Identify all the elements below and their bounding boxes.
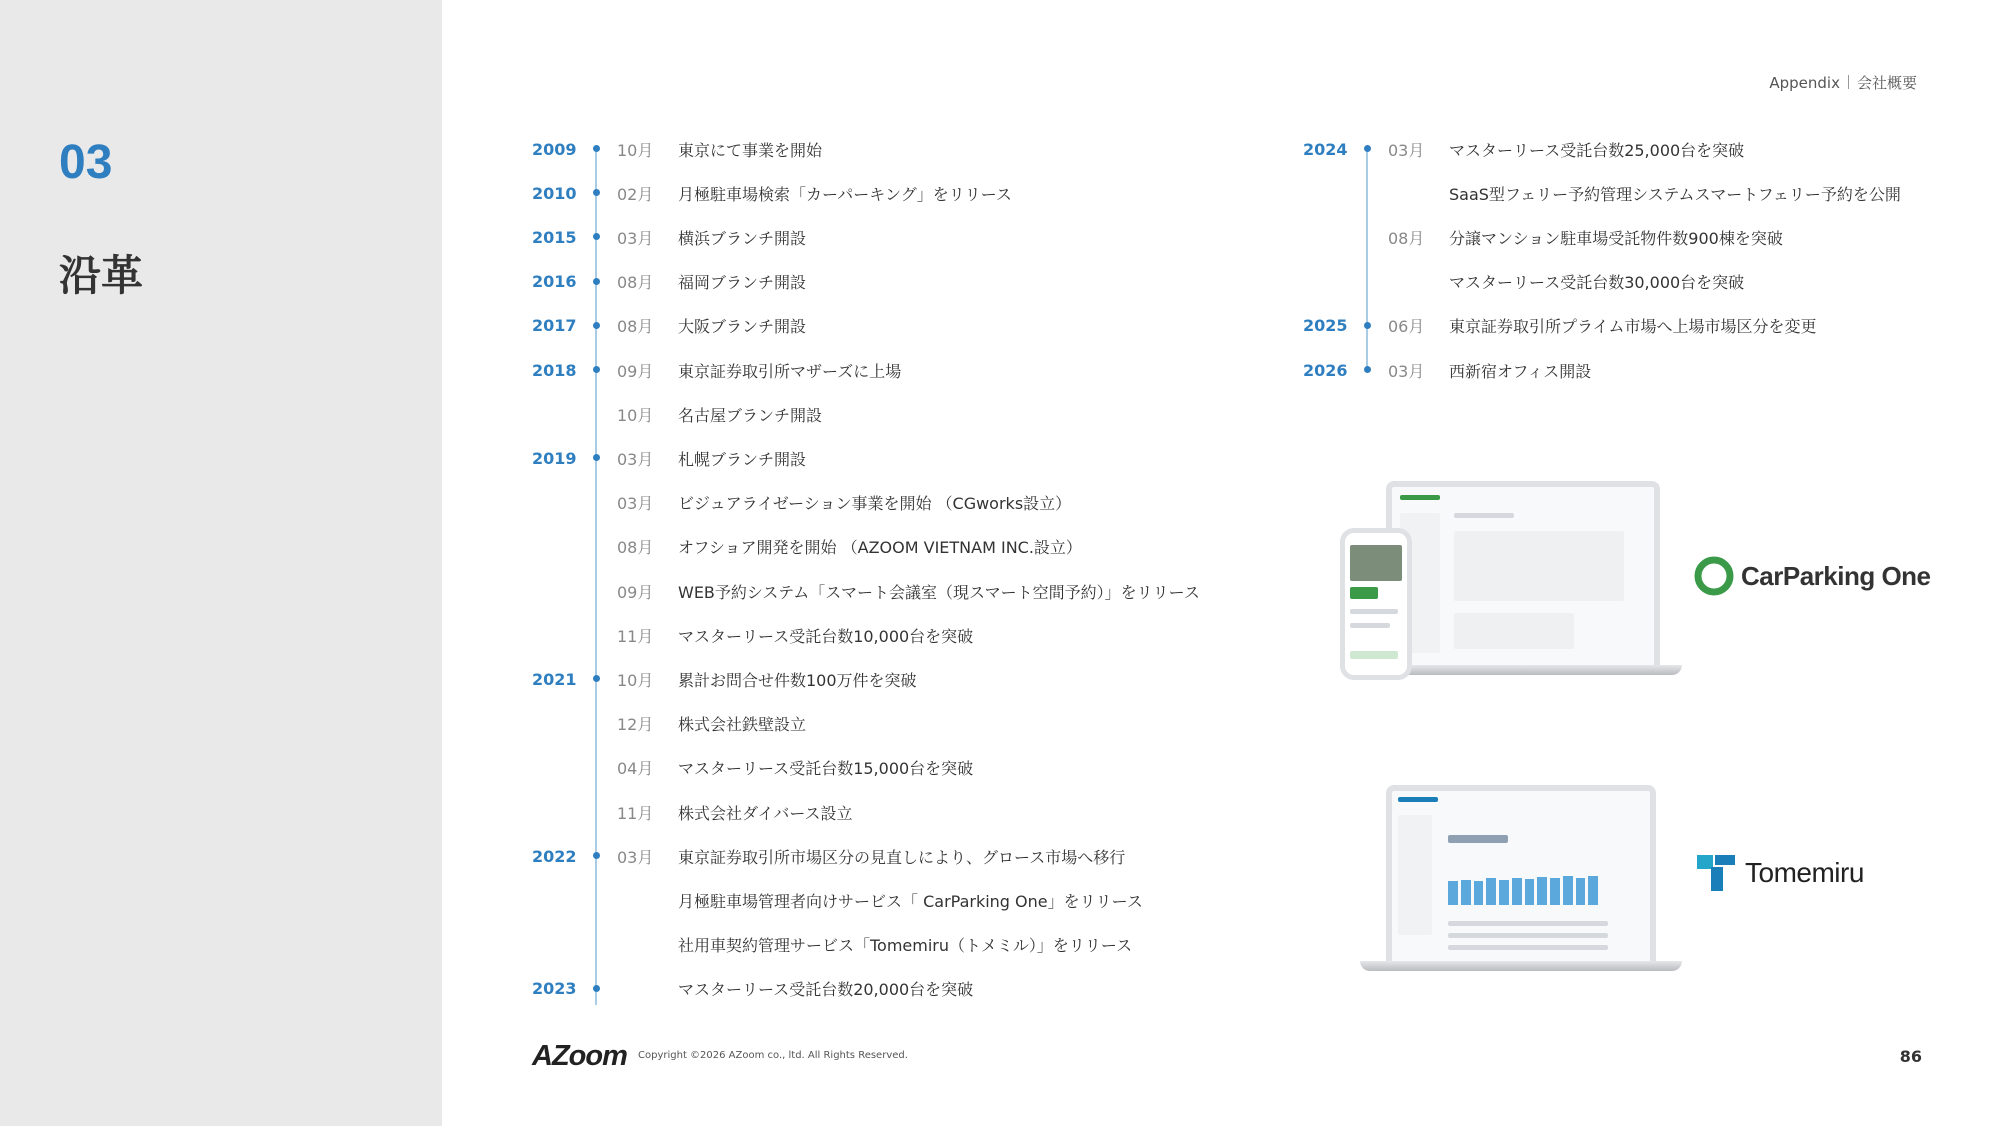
phone-mockup [1340, 528, 1412, 680]
sidebar-panel [0, 0, 442, 1126]
timeline-event: マスターリース受託台数25,000台を突破 [1449, 140, 1745, 160]
timeline-event: 社用車契約管理サービス「Tomemiru（トメミル）」をリリース [678, 936, 1133, 956]
timeline-event: 東京証券取引所プライム市場へ上場市場区分を変更 [1449, 317, 1817, 337]
timeline-dot [1364, 145, 1371, 152]
timeline-month: 04月 [617, 759, 654, 779]
tomemiru-screenshot [1350, 785, 1690, 980]
timeline-dot [593, 852, 600, 859]
timeline-month: 10月 [617, 140, 654, 160]
timeline-month: 08月 [1388, 228, 1425, 248]
timeline-event: マスターリース受託台数15,000台を突破 [678, 759, 974, 779]
timeline-event: WEB予約システム「スマート会議室（現スマート空間予約）」をリリース [678, 582, 1200, 602]
timeline-dot [593, 145, 600, 152]
tomemiru-mini-chart [1448, 871, 1598, 905]
carparking-ring-icon [1693, 555, 1735, 597]
tomemiru-t-icon [1697, 853, 1737, 893]
carparking-one-screenshot [1340, 478, 1700, 688]
timeline-row [1303, 134, 1943, 164]
breadcrumb-separator [1848, 75, 1849, 89]
timeline-dot [1364, 366, 1371, 373]
timeline-row [532, 311, 1232, 341]
timeline-row [532, 753, 1232, 783]
timeline-row [532, 709, 1232, 739]
timeline-event: 月極駐車場管理者向けサービス「 CarParking One」をリリース [678, 891, 1143, 911]
timeline-dot [593, 278, 600, 285]
timeline-row [532, 488, 1232, 518]
timeline-month: 09月 [617, 582, 654, 602]
timeline-event: 月極駐車場検索「カーパーキング」をリリース [678, 184, 1012, 204]
timeline-row [532, 443, 1232, 473]
laptop-screen [1386, 481, 1660, 671]
timeline-row [1303, 355, 1943, 385]
breadcrumb [1769, 72, 1917, 93]
timeline-row [532, 576, 1232, 606]
timeline-month: 03月 [617, 228, 654, 248]
timeline-row [532, 222, 1232, 252]
timeline-event: 横浜ブランチ開設 [678, 228, 807, 248]
timeline-event: 福岡ブランチ開設 [678, 273, 807, 293]
timeline-month: 08月 [617, 273, 654, 293]
timeline-row [532, 797, 1232, 827]
timeline-right [1303, 134, 1943, 381]
timeline-row [532, 664, 1232, 694]
timeline-event: 西新宿オフィス開設 [1449, 361, 1592, 381]
carparking-one-name: CarParking One [1741, 560, 1931, 591]
timeline-month: 11月 [617, 803, 654, 823]
timeline-dot [593, 675, 600, 682]
timeline-row [532, 885, 1232, 915]
laptop-base [1360, 961, 1682, 971]
timeline-row [532, 178, 1232, 208]
timeline-event: 名古屋ブランチ開設 [678, 405, 823, 425]
timeline-event: 東京にて事業を開始 [678, 140, 823, 160]
timeline-dot [593, 322, 600, 329]
timeline-row [532, 841, 1232, 871]
timeline-year: 2010 [532, 183, 577, 203]
section-title: 沿革 [59, 251, 144, 300]
timeline-month: 08月 [617, 538, 654, 558]
page-number: 86 [1899, 1047, 1922, 1066]
section-number: 03 [59, 136, 113, 189]
timeline-event: 累計お問合せ件数100万件を突破 [678, 670, 917, 690]
timeline-month: 02月 [617, 184, 654, 204]
timeline-dot [593, 985, 600, 992]
timeline-event: 株式会社鉄壁設立 [678, 715, 807, 735]
timeline-year: 2019 [532, 448, 577, 468]
timeline-month: 08月 [617, 317, 654, 337]
timeline-row [1303, 222, 1943, 252]
timeline-row [532, 620, 1232, 650]
timeline-row [1303, 311, 1943, 341]
tomemiru-logo [1697, 853, 1864, 893]
timeline-month: 10月 [617, 405, 654, 425]
timeline-row [532, 267, 1232, 297]
timeline-event: オフショア開発を開始 （AZOOM VIETNAM INC.設立） [678, 538, 1082, 558]
timeline-month: 06月 [1388, 317, 1425, 337]
timeline-event: 札幌ブランチ開設 [678, 449, 807, 469]
timeline-year: 2016 [532, 272, 577, 292]
timeline-month: 12月 [617, 715, 654, 735]
timeline-year: 2026 [1303, 360, 1348, 380]
timeline-year: 2024 [1303, 139, 1348, 159]
timeline-dot [593, 233, 600, 240]
footer-logo: AZoom [532, 1040, 627, 1072]
timeline-event: 分譲マンション駐車場受託物件数900棟を突破 [1449, 228, 1783, 248]
timeline-event: SaaS型フェリー予約管理システムスマートフェリー予約を公開 [1449, 184, 1901, 204]
timeline-year: 2009 [532, 139, 577, 159]
laptop-screen [1386, 785, 1656, 967]
timeline-month: 09月 [617, 361, 654, 381]
timeline-row [532, 134, 1232, 164]
timeline-dot [593, 454, 600, 461]
timeline-year: 2018 [532, 360, 577, 380]
timeline-month: 10月 [617, 670, 654, 690]
carparking-one-logo [1693, 555, 1931, 597]
timeline-row [532, 532, 1232, 562]
timeline-month: 03月 [617, 847, 654, 867]
timeline-row [1303, 267, 1943, 297]
timeline-month: 03月 [617, 494, 654, 514]
timeline-year: 2021 [532, 669, 577, 689]
timeline-event: 大阪ブランチ開設 [678, 317, 807, 337]
timeline-month: 03月 [1388, 140, 1425, 160]
breadcrumb-company: 会社概要 [1856, 74, 1917, 92]
timeline-dot [593, 366, 600, 373]
timeline-event: 東京証券取引所市場区分の見直しにより、グロース市場へ移行 [678, 847, 1126, 867]
timeline-year: 2017 [532, 316, 577, 336]
timeline-event: 東京証券取引所マザーズに上場 [678, 361, 902, 381]
timeline-year: 2025 [1303, 316, 1348, 336]
timeline-event: ビジュアライゼーション事業を開始 （CGworks設立） [678, 494, 1072, 514]
timeline-row [1303, 178, 1943, 208]
timeline-event: 株式会社ダイバース設立 [678, 803, 853, 823]
timeline-month: 11月 [617, 626, 654, 646]
timeline-event: マスターリース受託台数10,000台を突破 [678, 626, 974, 646]
copyright-text: Copyright ©2026 AZoom co., ltd. All Rights Reserved. [638, 1050, 908, 1061]
timeline-dot [1364, 322, 1371, 329]
timeline-row [532, 399, 1232, 429]
timeline-event: マスターリース受託台数30,000台を突破 [1449, 273, 1745, 293]
timeline-dot [593, 189, 600, 196]
timeline-row [532, 355, 1232, 385]
timeline-year: 2022 [532, 846, 577, 866]
timeline-left [532, 134, 1232, 1000]
timeline-event: マスターリース受託台数20,000台を突破 [678, 980, 974, 1000]
timeline-year: 2023 [532, 979, 577, 999]
timeline-row [532, 930, 1232, 960]
timeline-month: 03月 [617, 449, 654, 469]
timeline-month: 03月 [1388, 361, 1425, 381]
breadcrumb-appendix: Appendix [1769, 74, 1840, 92]
timeline-year: 2015 [532, 227, 577, 247]
tomemiru-name: Tomemiru [1745, 857, 1864, 888]
timeline-row [532, 974, 1232, 1004]
